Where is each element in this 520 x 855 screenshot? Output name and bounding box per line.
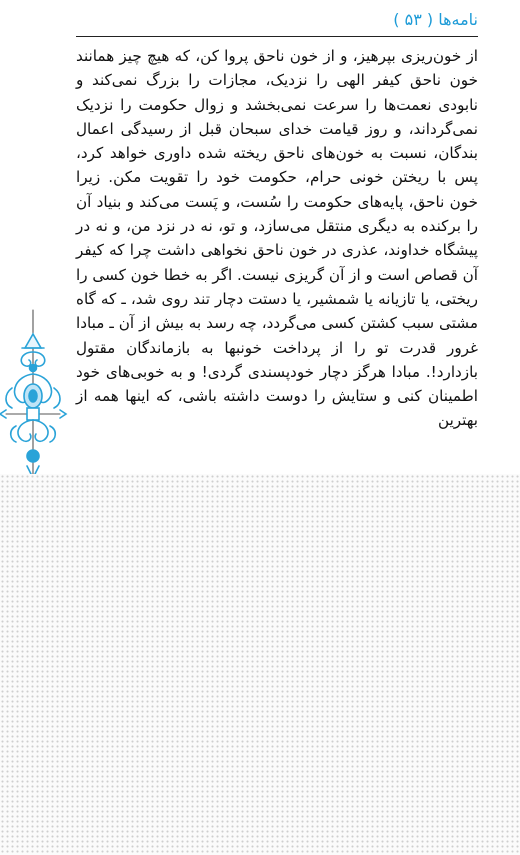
page-header	[76, 8, 478, 37]
arabesque-ornament-icon	[0, 308, 70, 488]
body-paragraph: از خون‌ریزی بپرهیز، و از خون ناحق پروا کن، که هیچ چیز همانند خون ناحق کیفر الهی را نزدیک، مجازات را بزرگ نمی‌کند و نابودی نعمت‌ها را سرعت نمی‌بخشد و زوال حکومت را نزدیک نمی‌گرداند، و روز قیامت خدای سبحان قبل از رسیدگی اعمال بندگان، نسبت به خون‌های ناحق ریخته شده داوری خواهد کرد، پس با ریختن خونی حرام، حکومت خود را تقویت مکن. زیرا خون ناحق، پایه‌های حکومت را سُست، و پَست می‌کند و بنیاد آن را برکنده به دیگری منتقل می‌سازد، و تو، نه در نزد من، و نه در پیشگاه خداوند، عذری در خون ناحق نخواهی داشت چرا که کیفر آن قصاص است و از آن گریزی نیست. اگر به خطا خون کسی را ریختی، یا تازیانه یا شمشیر، یا دستت دچار تند روی شد، ـ که گاه مشتی سبب کشتن کسی می‌گردد، چه رسد به بیش از آن ـ مبادا غرور قدرت تو را از پرداخت خونبها به بازماندگان مقتول بازدارد!. مبادا هرگز دچار خودپسندی گردی! و به خوبی‌های خود اطمینان کنی و ستایش را دوست داشته باشی، که اینها همه از بهترین	[76, 47, 478, 430]
page-overlay-pattern	[0, 474, 520, 855]
page-text	[76, 44, 478, 433]
page-title: نامه‌ها ( ۵۳ )	[393, 10, 478, 29]
